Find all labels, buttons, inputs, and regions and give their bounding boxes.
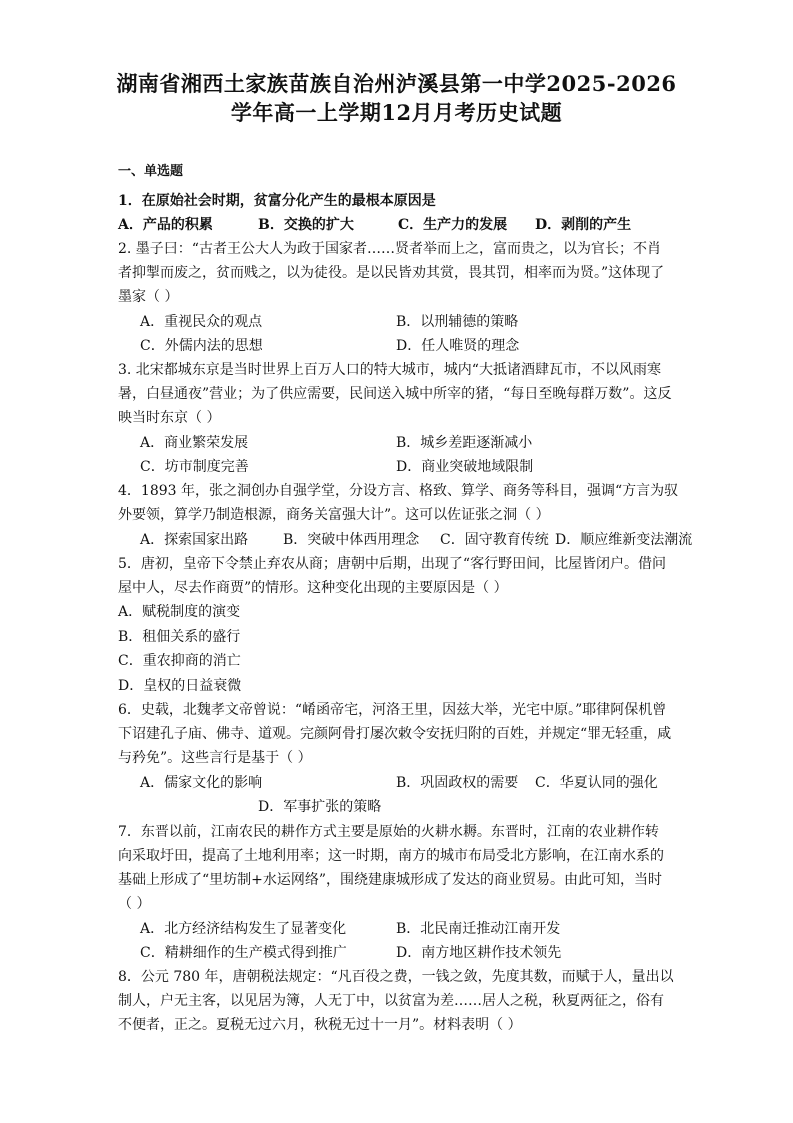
- q7-option-d: D．南方地区耕作技术领先: [396, 945, 562, 961]
- exam-title-line1: 湖南省湘西土家族苗族自治州泸溪县第一中学2025-2026: [116, 71, 677, 96]
- q6-option-d: D．军事扩张的策略: [258, 799, 382, 815]
- q4-option-a: A．探索国家出路: [140, 532, 249, 548]
- q3-stem-line1: 3. 北宋都城东京是当时世界上百万人口的特大城市，城内“大抵诸酒肆瓦市，不以风雨寒: [118, 362, 661, 378]
- q2-option-c: C．外儒内法的思想: [140, 338, 263, 354]
- q5-option-b: B．租佃关系的盛行: [118, 629, 241, 645]
- q2-stem-line3: 墨家（ ）: [118, 289, 179, 305]
- q2-option-d: D．任人唯贤的理念: [396, 338, 520, 354]
- q7-option-b: B．北民南迁推动江南开发: [396, 921, 561, 937]
- q1-option-b: B．交换的扩大: [258, 217, 354, 233]
- q6-stem-line3: 与矜免”。这些言行是基于（ ）: [118, 750, 312, 766]
- q7-stem-line3: 基础上形成了“里坊制+水运网络”，围绕建康城形成了发达的商业贸易。由此可知，当时: [118, 872, 663, 888]
- q1-option-c: C．生产力的发展: [398, 217, 508, 233]
- q5-option-c: C．重农抑商的消亡: [118, 653, 241, 669]
- q4-option-b: B．突破中体西用理念: [283, 532, 420, 548]
- q5-option-d: D．皇权的日益衰微: [118, 678, 242, 694]
- q3-option-b: B．城乡差距逐渐减小: [396, 435, 533, 451]
- q7-option-a: A．北方经济结构发生了显著变化: [140, 921, 347, 937]
- q5-stem-line1: 5．唐初，皇帝下令禁止弃农从商；唐朝中后期，出现了“客行野田间，比屋皆闭户。借问: [118, 556, 667, 572]
- q4-option-d: D．顺应维新变法潮流: [555, 532, 693, 548]
- q3-option-d: D．商业突破地域限制: [396, 459, 534, 475]
- q7-stem-line1: 7．东晋以前，江南农民的耕作方式主要是原始的火耕水耨。东晋时，江南的农业耕作转: [118, 824, 659, 840]
- q6-stem-line1: 6．史载，北魏孝文帝曾说：“崤函帝宅，河洛王里，因兹大举，光宅中原。”耶律阿保机曾: [118, 702, 667, 718]
- section-heading: 一、单选题: [118, 164, 184, 179]
- q2-stem-line1: 2. 墨子曰：“古者王公大人为政于国家者……贤者举而上之，富而贵之，以为官长；不肖: [118, 241, 661, 257]
- q6-option-a: A．儒家文化的影响: [140, 775, 263, 791]
- q3-option-c: C．坊市制度完善: [140, 459, 249, 475]
- q5-stem-line2: 屋中人，尽去作商贾”的情形。这种变化出现的主要原因是（ ）: [118, 580, 508, 596]
- q3-stem-line2: 暑，白昼通夜”营业；为了供应需要，民间送入城中所宰的猪，“每日至晚每群万数”。这反: [118, 386, 672, 402]
- q1-stem: 1．在原始社会时期，贫富分化产生的最根本原因是: [118, 193, 436, 209]
- q1-option-a: A．产品的积累: [118, 217, 213, 233]
- q8-stem-line3: 不便者，正之。夏税无过六月，秋税无过十一月”。材料表明（ ）: [118, 1017, 522, 1033]
- q3-stem-line3: 映当时东京（ ）: [118, 410, 221, 426]
- q6-stem-line2: 下诏建孔子庙、佛寺、道观。完颜阿骨打屡次敕令安抚归附的百姓，并规定“罪无轻重，咸: [118, 726, 672, 742]
- q7-option-c: C．精耕细作的生产模式得到推广: [140, 945, 347, 961]
- q4-option-c: C．固守教育传统: [440, 532, 549, 548]
- q8-stem-line2: 制人，户无主客，以见居为簿，人无丁中，以贫富为差……居人之税，秋夏两征之，俗有: [118, 993, 664, 1009]
- q2-option-a: A．重视民众的观点: [140, 314, 263, 330]
- q2-stem-line2: 者抑掣而废之，贫而贱之，以为徒役。是以民皆劝其赏，畏其罚，相率而为贤。”这体现了: [118, 265, 665, 281]
- exam-title-line2: 学年高一上学期12月月考历史试题: [230, 100, 563, 125]
- q3-option-a: A．商业繁荣发展: [140, 435, 249, 451]
- q4-stem-line2: 外要领，算学乃制造根源，商务关富强大计”。这可以佐证张之洞（ ）: [118, 507, 550, 523]
- q7-stem-line4: （ ）: [118, 896, 151, 912]
- q7-stem-line2: 向采取圩田，提高了土地利用率；这一时期，南方的城市布局受北方影响，在江南水系的: [118, 848, 664, 864]
- q1-option-d: D．剥削的产生: [535, 217, 632, 233]
- q2-option-b: B．以刑辅德的策略: [396, 314, 519, 330]
- q6-option-b: B．巩固政权的需要: [396, 775, 519, 791]
- q6-option-c: C．华夏认同的强化: [535, 775, 658, 791]
- q8-stem-line1: 8．公元 780 年，唐朝税法规定：“凡百役之费，一钱之敛，先度其数，而赋于人，量出以: [118, 969, 674, 985]
- q4-stem-line1: 4．1893 年，张之洞创办自强学堂，分设方言、格致、算学、商务等科目，强调“方言为驭: [118, 483, 679, 499]
- q5-option-a: A．赋税制度的演变: [118, 604, 241, 620]
